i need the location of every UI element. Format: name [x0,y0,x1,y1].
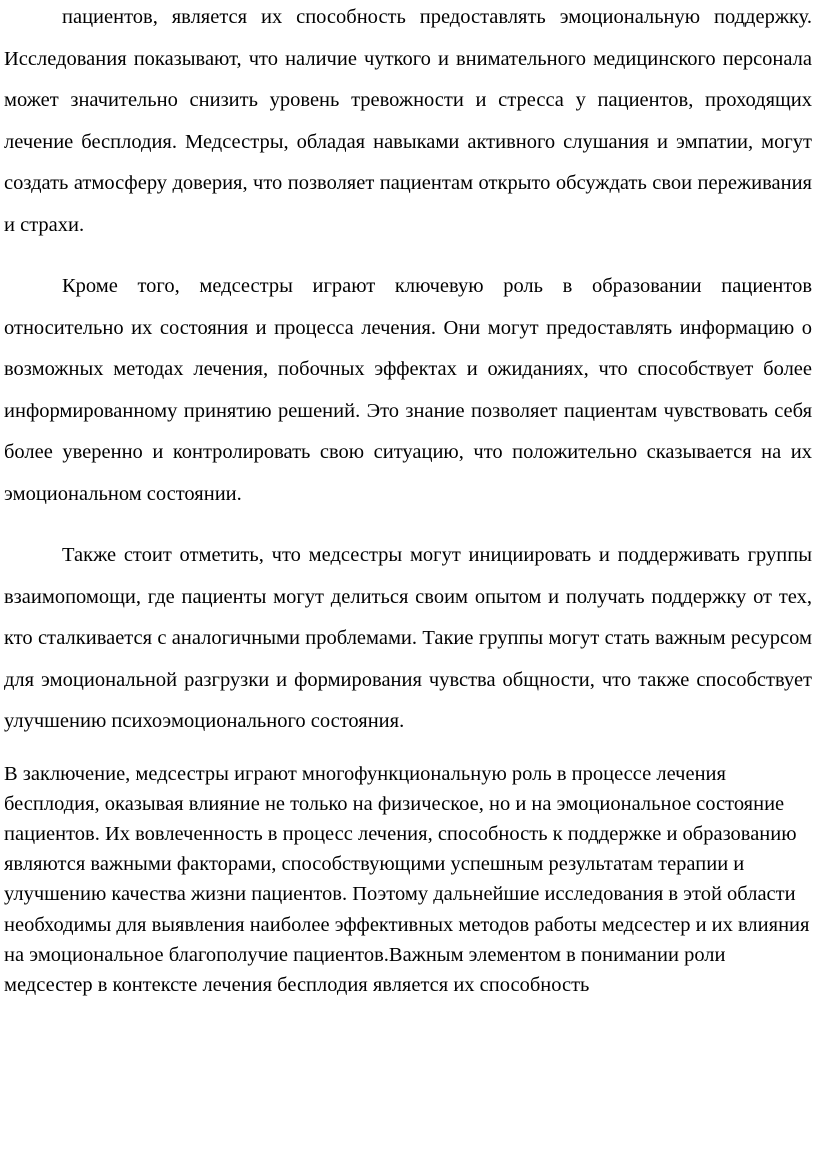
paragraph-patient-education: Кроме того, медсестры играют ключевую роль в образовании пациентов относительно их состояния и процесса лечения. Они могут предоставлять информацию о возможных методах лечения, побочных эффектах и ожиданиях, что способствует более информированному принятию решений. Это знание позволяет пациентам чувствовать себя более уверенно и контролировать свою ситуацию, что положительно сказывается на их эмоциональном состоянии. [4,275,812,505]
paragraph-support-groups: Также стоит отметить, что медсестры могут инициировать и поддерживать группы взаимопомощи, где пациенты могут делиться своим опытом и получать поддержку от тех, кто сталкивается с аналогичными проблемами. Такие группы могут стать важным ресурсом для эмоциональной разгрузки и формирования чувства общности, что также способствует улучшению психоэмоционального состояния. [4,544,812,732]
paragraph-emotional-support: пациентов, является их способность предоставлять эмоциональную поддержку. Исследования показывают, что наличие чуткого и внимательного медицинского персонала может значительно снизить уровень тревожности и стресса у пациентов, проходящих лечение бесплодия. Медсестры, обладая навыками активного слушания и эмпатии, могут создать атмосферу доверия, что позволяет пациентам открыто обсуждать свои переживания и страхи. [4,6,812,236]
paragraph-conclusion: В заключение, медсестры играют многофункциональную роль в процессе лечения бесплодия, оказывая влияние не только на физическое, но и на эмоциональное состояние пациентов. Их вовлеченность в процесс лечения, способность к поддержке и образованию являются важными факторами, способствующими успешным результатам терапии и улучшению качества жизни пациентов. Поэтому дальнейшие исследования в этой области необходимы для выявления наиболее эффективных методов работы медсестер и их влияния на эмоциональное благополучие пациентов.Важным элементом в понимании роли медсестер в контексте лечения бесплодия является их способность [4,762,810,996]
